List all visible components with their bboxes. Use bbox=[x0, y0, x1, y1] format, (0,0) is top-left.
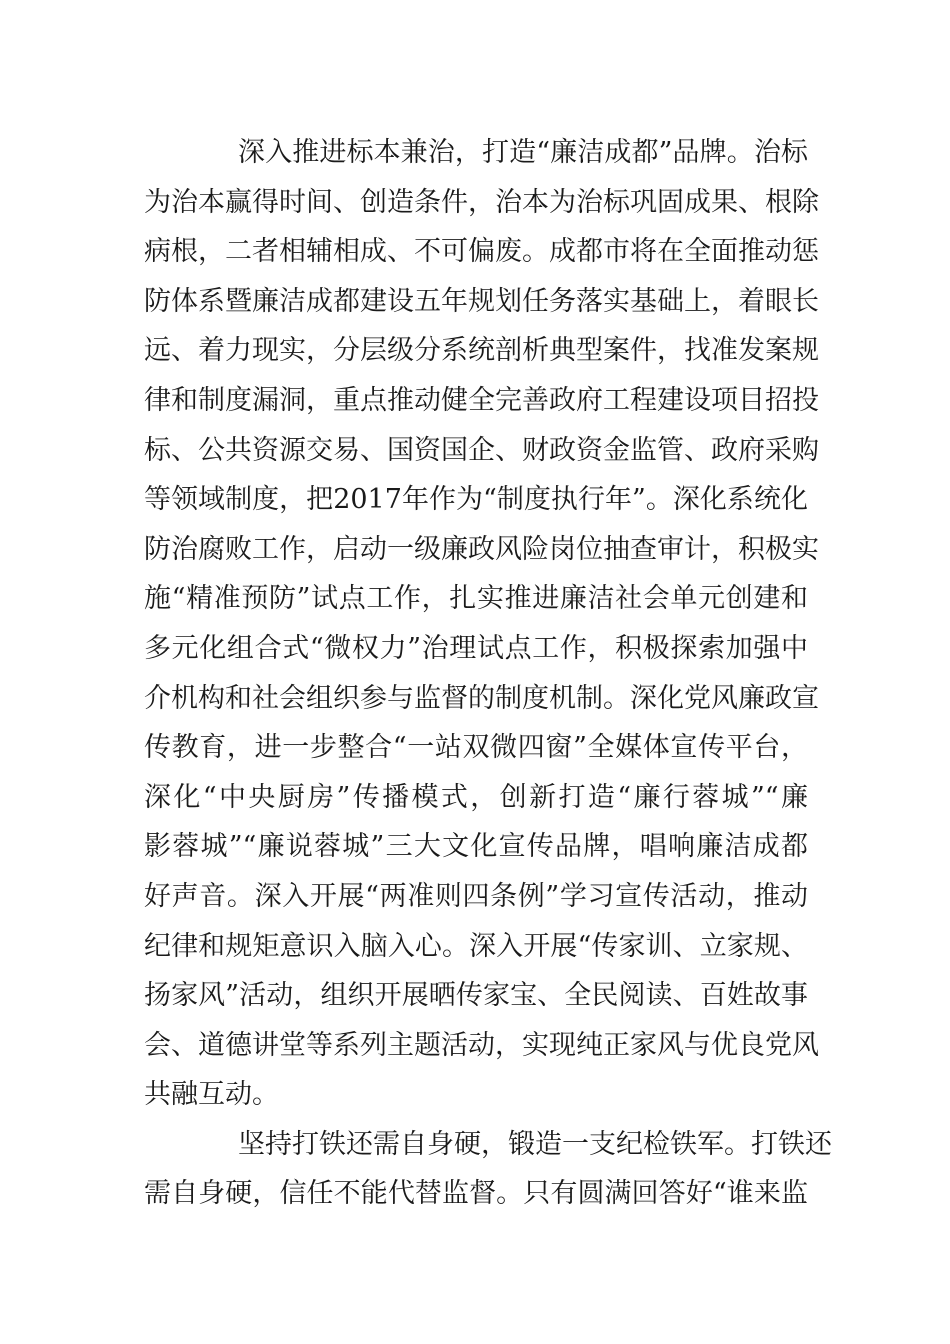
paragraph-line: 多元化组合式“微权力”治理试点工作，积极探索加强中 bbox=[144, 632, 808, 664]
paragraph-line: 防体系暨廉洁成都建设五年规划任务落实基础上，着眼长 bbox=[144, 285, 819, 317]
paragraph-line: 律和制度漏洞，重点推动健全完善政府工程建设项目招投 bbox=[144, 384, 819, 416]
paragraph-line: 等领域制度，把2017年作为“制度执行年”。深化系统化 bbox=[144, 484, 808, 516]
paragraph-line: 远、着力现实，分层级分系统剖析典型案件，找准发案规 bbox=[144, 335, 819, 367]
paragraph-line: 传教育，进一步整合“一站双微四窗”全媒体宣传平台， bbox=[144, 732, 808, 764]
paragraph-line: 深入推进标本兼治，打造“廉洁成都”品牌。治标 bbox=[238, 137, 808, 168]
paragraph-line: 病根，二者相辅相成、不可偏废。成都市将在全面推动惩 bbox=[144, 236, 819, 268]
paragraph-line: 为治本赢得时间、创造条件，治本为治标巩固成果、根除 bbox=[144, 186, 819, 218]
paragraph-line: 防治腐败工作，启动一级廉政风险岗位抽查审计，积极实 bbox=[144, 533, 819, 565]
paragraph-line: 需自身硬，信任不能代替监督。只有圆满回答好“谁来监 bbox=[144, 1178, 808, 1210]
paragraph-line: 介机构和社会组织参与监督的制度机制。深化党风廉政宣 bbox=[144, 682, 819, 714]
paragraph-line: 标、公共资源交易、国资国企、财政资金监管、政府采购 bbox=[144, 434, 819, 466]
paragraph-line: 好声音。深入开展“两准则四条例”学习宣传活动，推动 bbox=[144, 880, 808, 912]
paragraph-1 bbox=[144, 128, 819, 1120]
paragraph-line: 影蓉城”“廉说蓉城”三大文化宣传品牌，唱响廉洁成都 bbox=[144, 831, 808, 863]
paragraph-line: 施“精准预防”试点工作，扎实推进廉洁社会单元创建和 bbox=[144, 583, 808, 615]
document-body bbox=[144, 128, 832, 1219]
paragraph-2 bbox=[144, 1120, 832, 1219]
paragraph-line: 深化“中央厨房”传播模式，创新打造“廉行蓉城”“廉 bbox=[144, 781, 808, 813]
paragraph-line: 坚持打铁还需自身硬，锻造一支纪检铁军。打铁还 bbox=[238, 1128, 832, 1160]
paragraph-line: 纪律和规矩意识入脑入心。深入开展“传家训、立家规、 bbox=[144, 930, 808, 962]
paragraph-line: 会、道德讲堂等系列主题活动，实现纯正家风与优良党风 bbox=[144, 1029, 819, 1061]
paragraph-line: 共融互动。 bbox=[144, 1079, 279, 1111]
paragraph-line: 扬家风”活动，组织开展晒传家宝、全民阅读、百姓故事 bbox=[144, 980, 808, 1012]
